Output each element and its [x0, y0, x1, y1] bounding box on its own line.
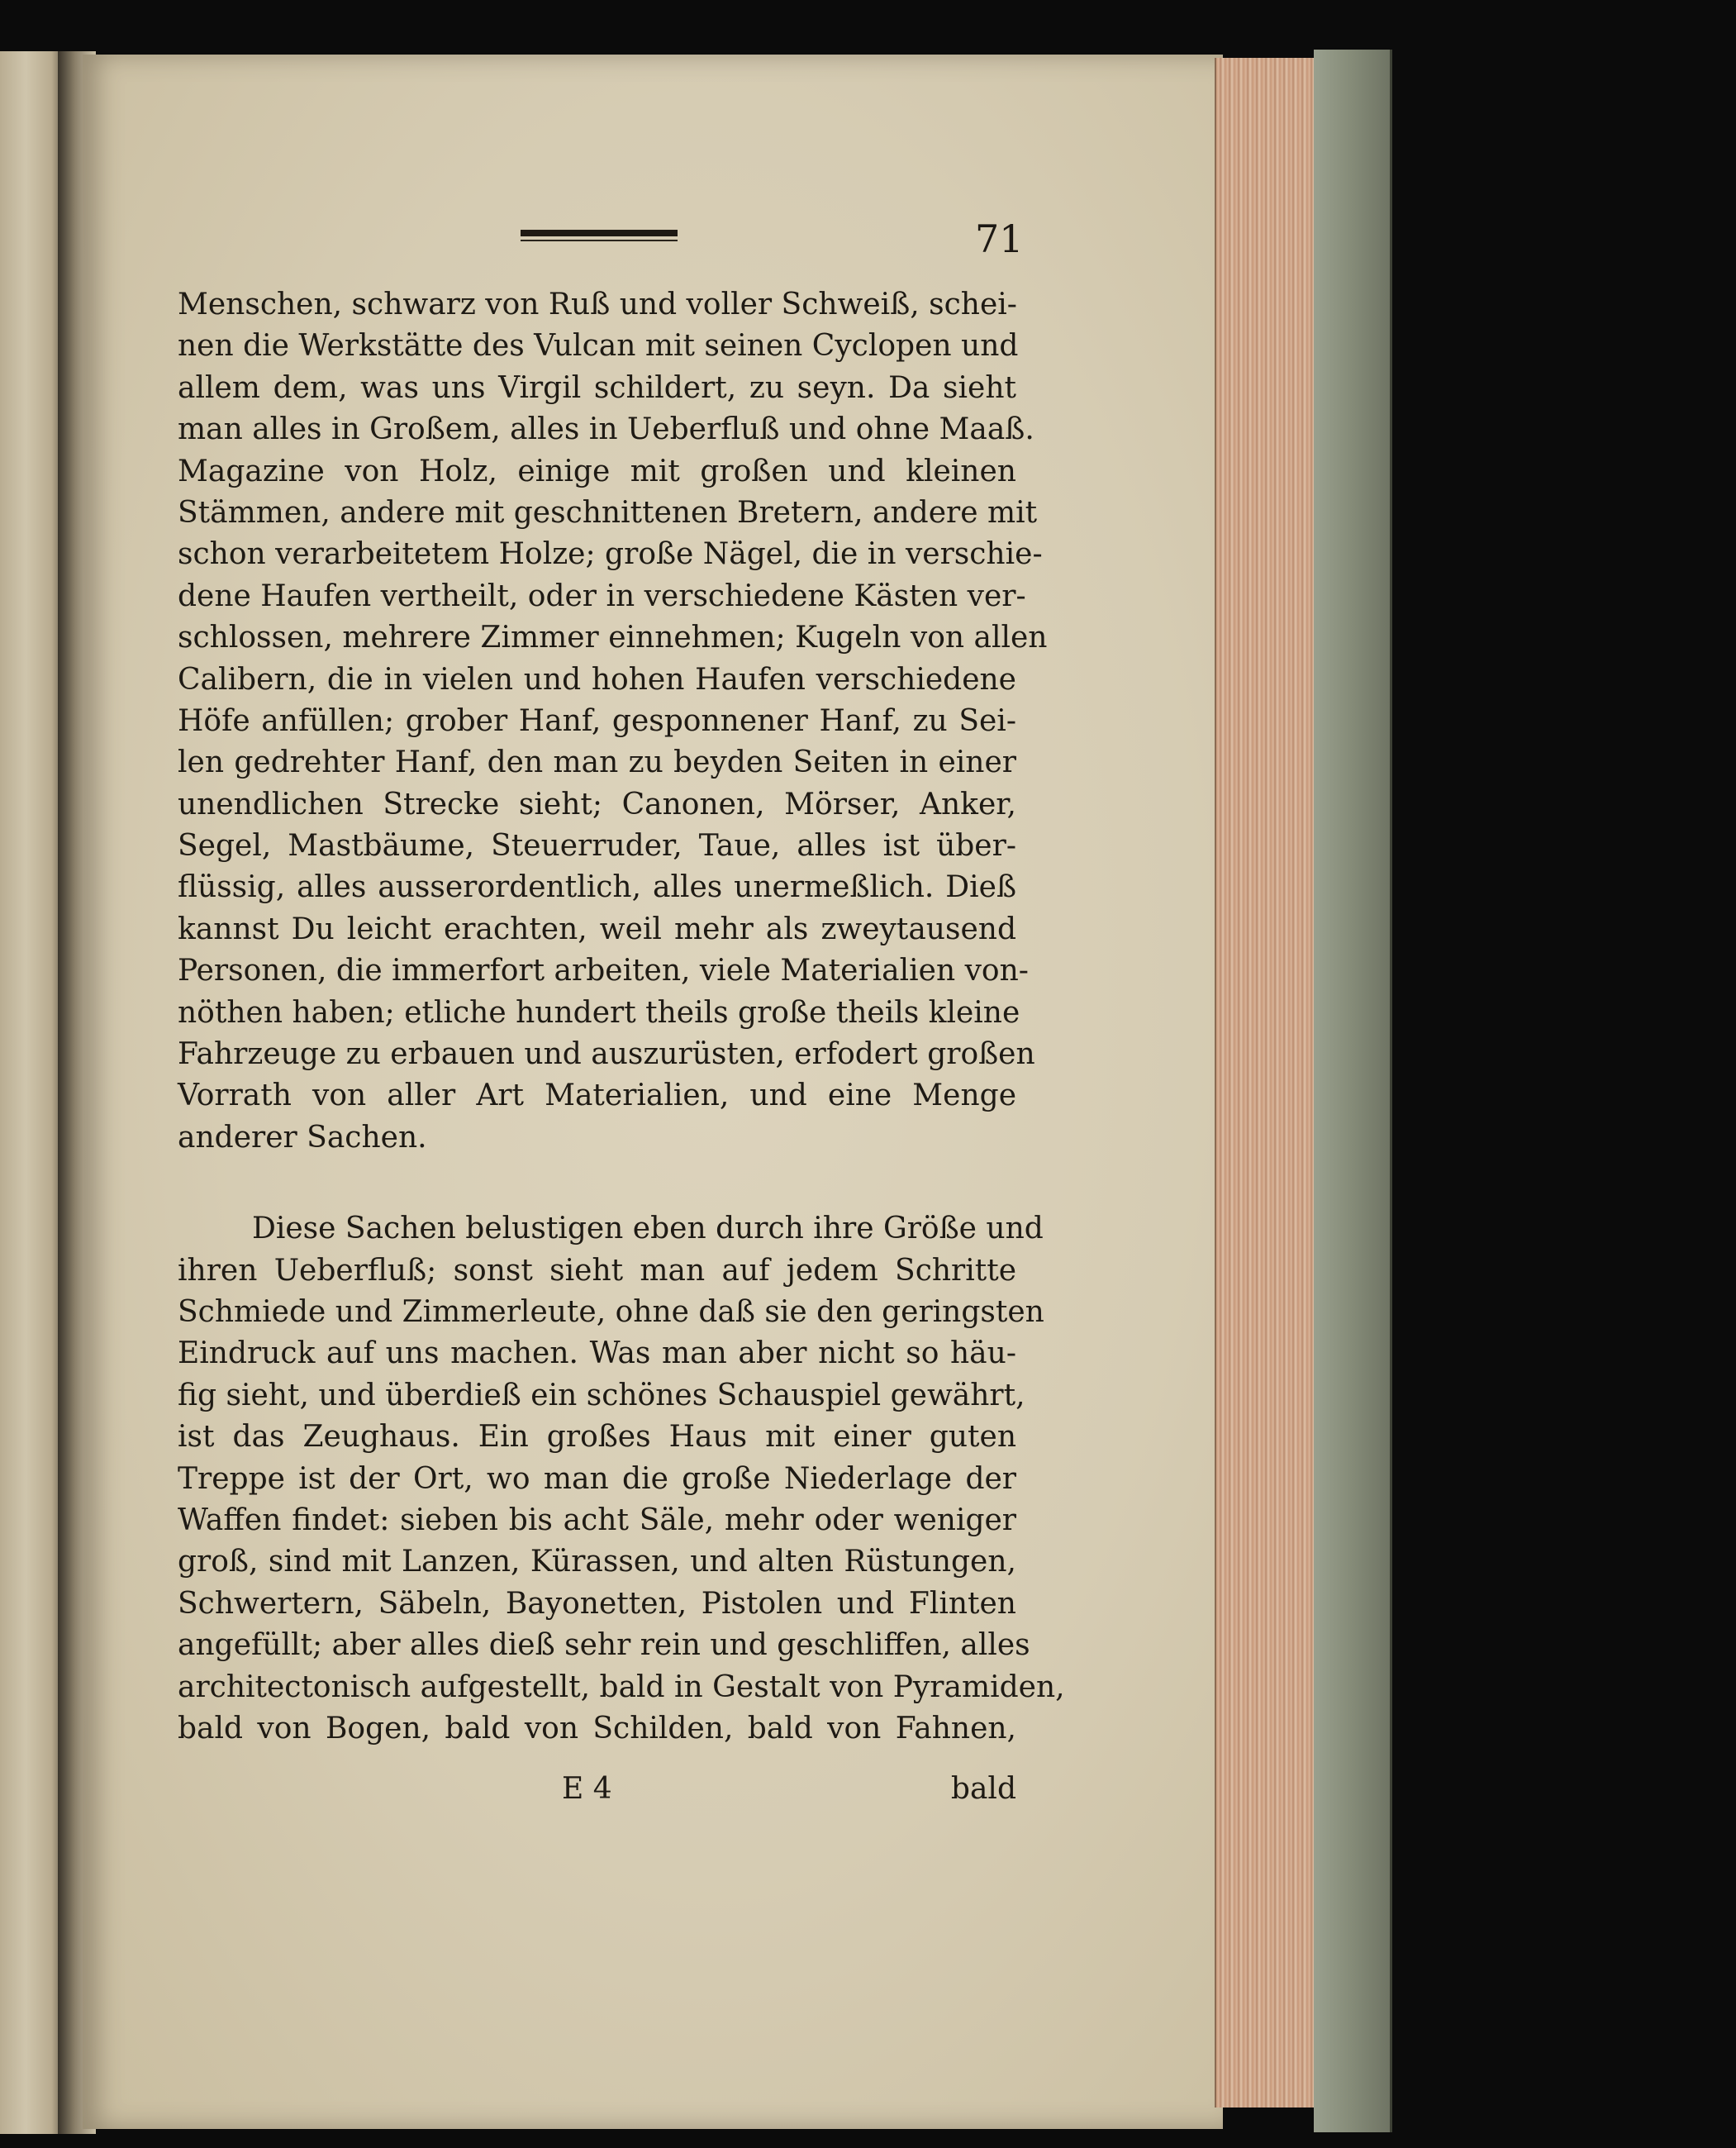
text-line: dene Haufen vertheilt, oder in verschiedene Kästen ver- [178, 579, 1026, 613]
paragraph [178, 1208, 1065, 1750]
book-cover-board [1314, 50, 1392, 2132]
text-line: schon verarbeitetem Holze; große Nägel, die in verschie- [178, 537, 1043, 572]
text-line: anderer Sachen. [178, 1120, 427, 1155]
text-line: schlossen, mehrere Zimmer einnehmen; Kugeln von allen [178, 621, 1048, 655]
text-line: ihren Ueberfluß; sonst sieht man auf jedem Schritte [178, 1253, 1016, 1288]
text-line: Diese Sachen belustigen eben durch ihre Größe und [252, 1212, 1044, 1246]
signature-mark: E 4 [562, 1772, 612, 1806]
text-line: flüssig, alles ausserordentlich, alles unermeßlich. Dieß [178, 870, 1016, 905]
text-line: Schmiede und Zimmerleute, ohne daß sie den geringsten [178, 1294, 1044, 1329]
text-line: Magazine von Holz, einige mit großen und kleinen [178, 454, 1016, 488]
page-fore-edges [1215, 58, 1324, 2108]
text-line: bald von Bogen, bald von Schilden, bald von Fahnen, [178, 1711, 1016, 1746]
page-number: 71 [975, 217, 1024, 261]
text-line: Schwertern, Säbeln, Bayonetten, Pistolen und Flinten [178, 1586, 1016, 1621]
text-line: angefüllt; aber alles dieß sehr rein und geschliffen, alles [178, 1628, 1030, 1663]
text-line: Fahrzeuge zu erbauen und auszurüsten, erfodert großen [178, 1037, 1035, 1072]
header-rule [521, 230, 678, 243]
text-line: unendlichen Strecke sieht; Canonen, Mörser, Anker, [178, 787, 1016, 822]
text-line: Vorrath von aller Art Materialien, und eine Menge [178, 1079, 1016, 1113]
paragraph-gap [178, 1159, 1016, 1208]
body-text [178, 284, 1065, 1750]
text-line: kannst Du leicht erachten, weil mehr als zweytausend [178, 912, 1016, 946]
text-line: Calibern, die in vielen und hohen Haufen verschiedene [178, 662, 1016, 697]
text-line: architectonisch aufgestellt, bald in Gestalt von Pyramiden, [178, 1669, 1065, 1704]
header-rule-thin [521, 240, 678, 241]
text-line: Höfe anfüllen; grober Hanf, gesponnener Hanf, zu Sei- [178, 703, 1016, 738]
text-line: Personen, die immerfort arbeiten, viele Materialien von- [178, 954, 1029, 988]
text-line: fig sieht, und überdieß ein schönes Schauspiel gewährt, [178, 1378, 1025, 1412]
text-line: Waffen findet: sieben bis acht Säle, mehr oder weniger [178, 1503, 1016, 1537]
text-line: man alles in Großem, alles in Ueberfluß und ohne Maaß. [178, 412, 1034, 447]
text-line: nöthen haben; etliche hundert theils große theils kleine [178, 995, 1020, 1030]
text-line: nen die Werkstätte des Vulcan mit seinen Cyclopen und [178, 329, 1019, 364]
text-line: Stämmen, andere mit geschnittenen Bretern, andere mit [178, 495, 1038, 530]
catchword: bald [950, 1772, 1016, 1806]
text-line: ist das Zeughaus. Ein großes Haus mit einer guten [178, 1420, 1016, 1455]
text-line: Segel, Mastbäume, Steuerruder, Taue, alles ist über- [178, 829, 1016, 864]
text-line: Treppe ist der Ort, wo man die große Niederlage der [178, 1461, 1016, 1496]
text-line: Eindruck auf uns machen. Was man aber nicht so häu- [178, 1336, 1016, 1371]
text-line: allem dem, was uns Virgil schildert, zu seyn. Da sieht [178, 370, 1016, 405]
header-rule-thick [521, 230, 678, 236]
text-line: groß, sind mit Lanzen, Kürassen, und alten Rüstungen, [178, 1545, 1016, 1579]
paragraph [178, 284, 1048, 1159]
page-footer [178, 1772, 1016, 1813]
text-line: Menschen, schwarz von Ruß und voller Schweiß, schei- [178, 288, 1017, 321]
left-page-edge [0, 51, 64, 2134]
text-line: len gedrehter Hanf, den man zu beyden Seiten in einer [178, 745, 1016, 780]
